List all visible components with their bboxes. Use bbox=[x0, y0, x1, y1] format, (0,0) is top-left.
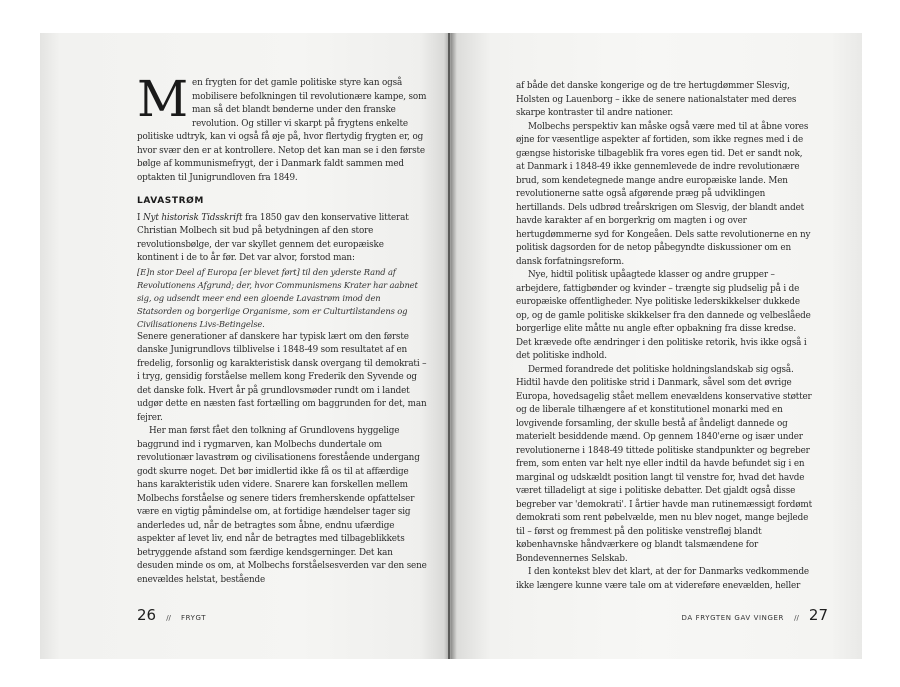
right-page bbox=[451, 33, 862, 659]
intro-text: en frygten for det gamle politiske styre kan også mobilisere befolkningen til revolutionære kampe, som man så det blandt bønderne under den franske revolution. Og stiller vi skarpt på frygtens enkelte politiske udtryk, kan vi også få øje på, hvor flertydig frygten er, og hvor svær den er at kontrollere. Netop det kan man se i den første bølge af kommunismefrygt, der i Danmark faldt sammen med optakten til Junigrundloven fra 1849. bbox=[137, 78, 427, 183]
folio-separator: // bbox=[794, 614, 799, 622]
left-paragraph-1: Senere generationer af danskere har typisk lært om den første danske Junigrundlovs tilblivelse i 1848-49 som resultatet af en fredelig, forsonlig og karakteristisk dansk overgang til demokrati – i tryg, gensidig forståelse mellem kong Frederik den Syvende og det danske folk. Hvert år på grundlovsmøder rundt om i landet udgør dette en næsten fast fortælling om baggrunden for det, man fejrer. bbox=[137, 331, 427, 423]
right-paragraph-3: Nye, hidtil politisk upåagtede klasser og andre grupper – arbejdere, fattigbønder og kvinder – trængte sig pludselig på i de europæiske offentligheder. Nye politiske lederskikkelser dukkede op, og de gamle politiske skikkelser fra den dannede og velbeslåede borgerlige elite måtte nu angle efter opbakning fra disse kredse. Det krævede ofte ændringer i den politiske retorik, hvis ikke også i det politiske indhold. bbox=[516, 270, 811, 361]
opening-paragraph bbox=[137, 70, 427, 185]
running-head: DA FRYGTEN GAV VINGER bbox=[681, 614, 784, 622]
right-paragraph-4: Dermed forandrede det politiske holdningslandskab sig også. Hidtil havde den politiske strid i Danmark, såvel som det øvrige Europa, hovedsagelig stået mellem enevældens konservative støtter og de liberale tilhængere af et konstitutionel monarki med en lovgivende forsamling, der skulle bestå af åndeligt dannede og materielt besiddende mænd. Op gennem 1840'erne og især under revolutionerne i 1848-49 tittede politiske standpunkter og begreber frem, som enten var helt nye eller indtil da havde befundet sig i en marginal og udskældt position langt til venstre for, hvad det havde været tilladeligt at sige i politiske debatter. Det gjaldt også disse begreber var 'demokrati'. I årtier havde man rutinemæssigt fordømt demokrati som rent pøbelvælde, men nu blev noget, mange bejlede til – først og fremmest på den politiske venstrefløj blandt københavnske håndværkere og blandt talsmændene for Bondevennernes Selskab. bbox=[516, 364, 812, 564]
right-paragraph-5: I den kontekst blev det klart, at der for Danmarks vedkommende ikke længere kunne være tale om at videreføre enevælden, heller bbox=[516, 567, 809, 591]
left-page-body bbox=[137, 70, 427, 587]
section-intro-post: fra 1850 gav den konservative litterat Christian Molbech sit bud på betydningen af den store revolutionsbølge, der var skyllet gennem det europæiske kontinent i de to år før. Det var alvor, forstod man: bbox=[137, 212, 409, 263]
left-paragraph-2: Her man først fået den tolkning af Grundlovens hyggelige baggrund ind i rygmarven, kan Molbechs dundertale om revolutionær lavastrøm og civilisationens forestående undergang godt skurre noget. Det bør imidlertid ikke få os til at affærdige hans karakteristik uden videre. Snarere kan forskellen mellem Molbechs forståelse og senere tiders fremherskende opfattelser være en vigtig påmindelse om, at fortidige hændelser tager sig anderledes ud, når de betragtes som åbne, endnu ufærdige aspekter af levet liv, end når de betragtes med tilbageblikkets betryggende afstand som færdige kendsgerninger. Det kan desuden minde os om, at Molbechs forståelsesverden var den sene enevældes helstat, bestående bbox=[137, 426, 427, 585]
right-paragraph-1: af både det danske kongerige og de tre hertugdømmer Slesvig, Holsten og Lauenborg – ikke de senere nationalstater med deres skarpe kontraster til andre nationer. bbox=[516, 81, 797, 118]
right-folio bbox=[681, 605, 828, 624]
folio-separator: // bbox=[166, 614, 171, 622]
journal-title: Nyt historisk Tidsskrift bbox=[142, 212, 243, 223]
drop-cap: M bbox=[137, 70, 189, 128]
spine-rule bbox=[448, 33, 450, 659]
section-intro-pre: I bbox=[137, 212, 143, 223]
left-page bbox=[40, 33, 451, 659]
block-quote: [E]n stor Deel af Europa [er blevet ført] til den yderste Rand af Revolutionens Afgrund; der, hvor Communismens Krater har aabnet sig, og udsendt meer end een gloende Lavastrøm imod den Statsorden og borgerlige Organisme, som er Culturtilstandens og Civilisationens Livs-Betingelse. bbox=[137, 266, 418, 329]
section-heading: LAVASTRØM bbox=[137, 196, 204, 206]
right-paragraph-2: Molbechs perspektiv kan måske også være med til at åbne vores øjne for væsentlige aspekter af fortiden, som ikke regnes med i de gængse historiske tilbageblik fra vores egen tid. Det er sandt nok, at Danmark i 1848-49 ikke gennemlevede de indre revolutionære brud, som kendetegnede mange andre europæiske lande. Men revolutionerne satte også afgørende præg på udviklingen hertillands. Dels udbrød treårskrigen om Slesvig, der blandt andet havde karakter af en borgerkrig om magten i og over hertugdømmerne syd for Kongeåen. Dels satte revolutionerne en ny politisk dagsorden for de netop påbegyndte diskussioner om en dansk forfatningsreform. bbox=[516, 121, 811, 267]
section-intro bbox=[137, 212, 427, 266]
right-page-body bbox=[516, 80, 812, 593]
left-folio bbox=[137, 605, 206, 624]
running-head: FRYGT bbox=[181, 614, 207, 622]
open-book bbox=[40, 33, 862, 659]
page-number: 27 bbox=[808, 606, 828, 624]
page-number: 26 bbox=[137, 606, 157, 624]
